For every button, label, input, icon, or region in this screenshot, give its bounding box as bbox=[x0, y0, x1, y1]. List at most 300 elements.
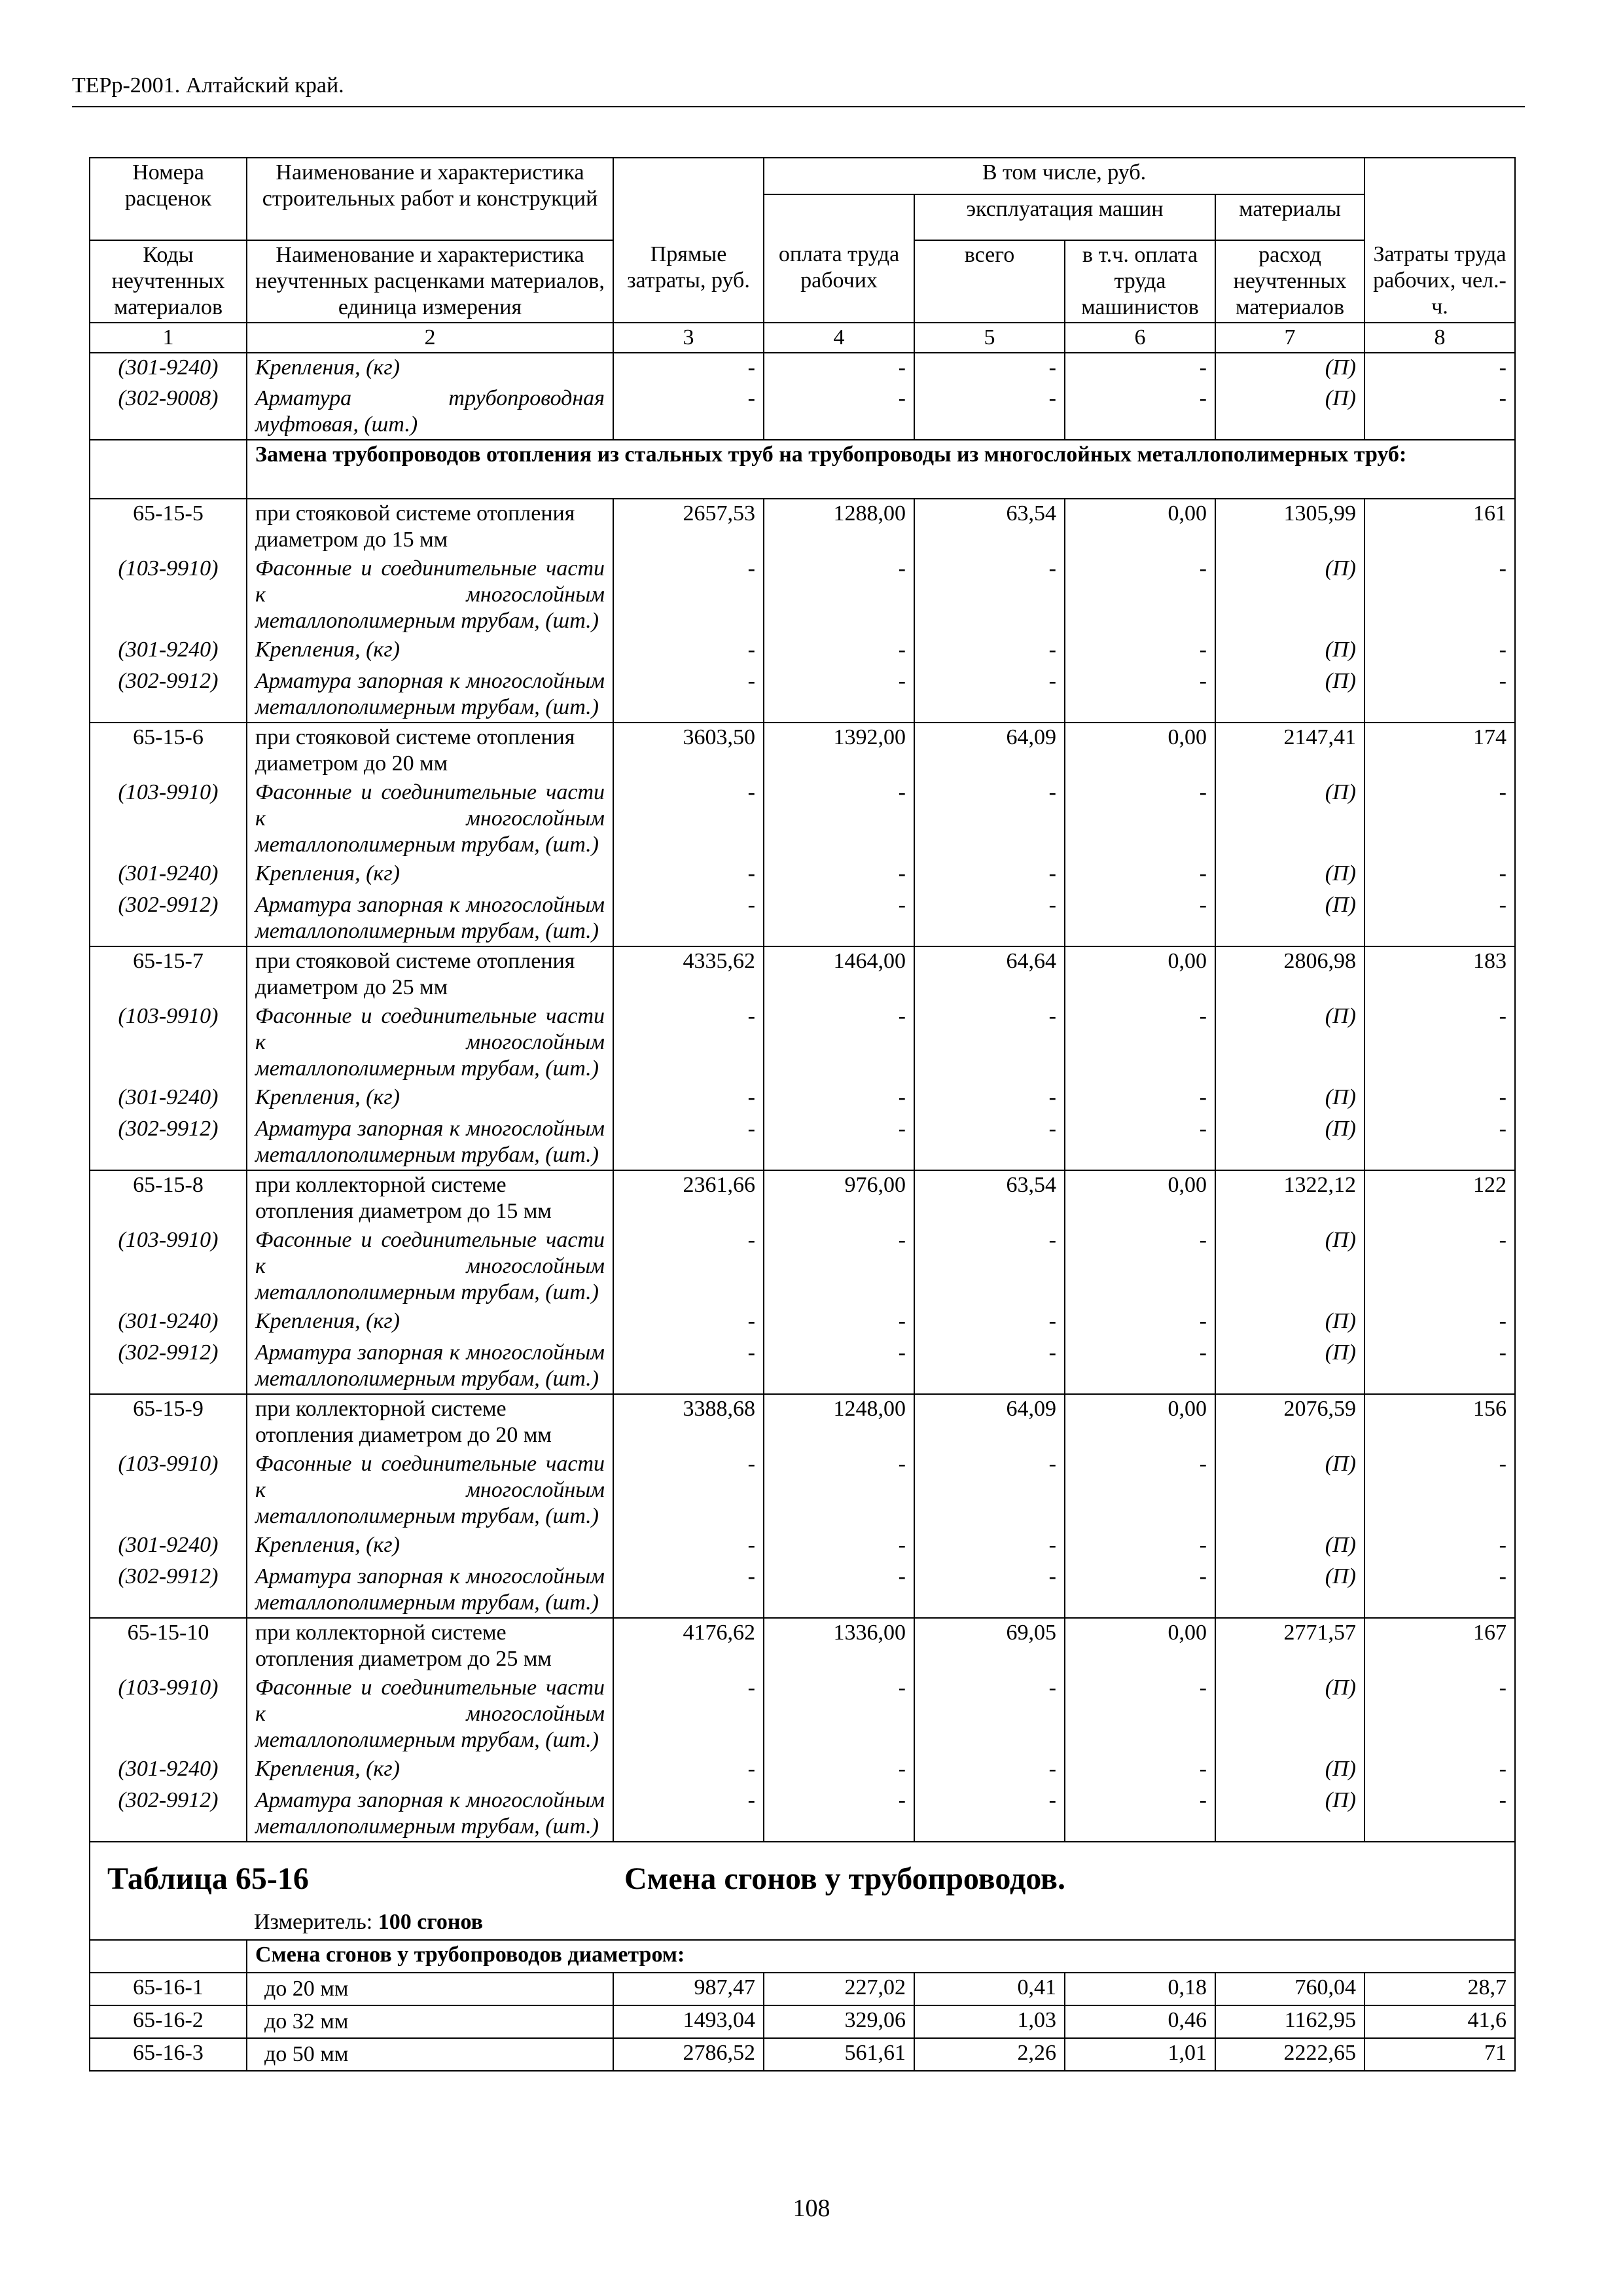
table16-title-block bbox=[90, 1842, 1515, 1940]
material-value: - bbox=[1065, 1531, 1215, 1562]
rate-code: 65-15-8 bbox=[90, 1170, 247, 1226]
material-value: - bbox=[1364, 1755, 1515, 1786]
material-code: (302-9912) bbox=[90, 1338, 247, 1394]
material-value: - bbox=[914, 1338, 1065, 1394]
material-row bbox=[90, 554, 1515, 636]
column-number: 6 bbox=[1065, 323, 1215, 353]
rate-value: 2222,65 bbox=[1215, 2038, 1364, 2071]
col-labor-pay: оплата труда рабочих bbox=[764, 240, 914, 323]
material-value: - bbox=[1065, 1002, 1215, 1083]
material-code: (301-9240) bbox=[90, 859, 247, 891]
rate-work-name: при стояковой системе отопления диаметром до 15 мм bbox=[247, 499, 613, 554]
material-value: - bbox=[1364, 667, 1515, 723]
col-direct-costs: Прямые затраты, руб. bbox=[613, 240, 764, 323]
material-row bbox=[90, 636, 1515, 667]
material-value: - bbox=[613, 1450, 764, 1531]
material-value: - bbox=[613, 1338, 764, 1394]
column-number: 5 bbox=[914, 323, 1065, 353]
material-code: (301-9240) bbox=[90, 353, 247, 384]
material-value: (П) bbox=[1215, 636, 1364, 667]
material-value: - bbox=[613, 554, 764, 636]
section-title: Замена трубопроводов отопления из стальных труб на трубопроводы из многослойных металлополимерных труб: bbox=[247, 440, 1515, 499]
material-value: - bbox=[914, 384, 1065, 440]
section-row bbox=[90, 440, 1515, 499]
material-value: - bbox=[613, 1674, 764, 1755]
material-name: Фасонные и соединительные части к многослойным металлополимерным трубам, (шт.) bbox=[247, 1002, 613, 1083]
running-header: ТЕРр-2001. Алтайский край. bbox=[72, 73, 344, 98]
rate-value: 2657,53 bbox=[613, 499, 764, 554]
material-value: - bbox=[1065, 859, 1215, 891]
column-number: 4 bbox=[764, 323, 914, 353]
material-value: (П) bbox=[1215, 353, 1364, 384]
material-value: - bbox=[1364, 1226, 1515, 1307]
material-value: - bbox=[1065, 667, 1215, 723]
material-value: - bbox=[1065, 1786, 1215, 1842]
material-value: - bbox=[613, 636, 764, 667]
rate-value: 64,09 bbox=[914, 723, 1065, 778]
material-row bbox=[90, 859, 1515, 891]
material-row bbox=[90, 1083, 1515, 1115]
col-direct-costs-top bbox=[613, 158, 764, 240]
rate-work-name: при стояковой системе отопления диаметром до 20 мм bbox=[247, 723, 613, 778]
material-value: - bbox=[613, 1786, 764, 1842]
rate-value: 0,00 bbox=[1065, 499, 1215, 554]
material-value: - bbox=[1065, 554, 1215, 636]
col-material-names: Наименование и характеристика неучтенных расценками материалов, единица измерения bbox=[247, 240, 613, 323]
material-row bbox=[90, 1674, 1515, 1755]
material-value: - bbox=[1364, 1002, 1515, 1083]
material-value: (П) bbox=[1215, 1562, 1364, 1618]
material-value: - bbox=[613, 353, 764, 384]
material-value: - bbox=[1364, 1083, 1515, 1115]
material-value: - bbox=[1065, 1674, 1215, 1755]
material-value: - bbox=[914, 1307, 1065, 1338]
material-row bbox=[90, 1755, 1515, 1786]
material-value: (П) bbox=[1215, 1786, 1364, 1842]
material-code: (301-9240) bbox=[90, 1307, 247, 1338]
material-value: - bbox=[914, 859, 1065, 891]
rate-code: 65-15-9 bbox=[90, 1394, 247, 1450]
rate-value: 2076,59 bbox=[1215, 1394, 1364, 1450]
material-value: - bbox=[1065, 353, 1215, 384]
rate-work-name: до 20 мм bbox=[247, 1973, 613, 2005]
rate-value: 0,00 bbox=[1065, 1394, 1215, 1450]
section-spacer bbox=[90, 1940, 247, 1973]
material-value: - bbox=[613, 778, 764, 859]
material-value: - bbox=[1065, 1338, 1215, 1394]
rate-value: 1288,00 bbox=[764, 499, 914, 554]
rate-work-name: при коллекторной системе отопления диаметром до 20 мм bbox=[247, 1394, 613, 1450]
material-name: Арматура трубопроводная муфтовая, (шт.) bbox=[247, 384, 613, 440]
material-name: Арматура запорная к многослойным металлополимерным трубам, (шт.) bbox=[247, 891, 613, 946]
rate-value: 1248,00 bbox=[764, 1394, 914, 1450]
col-labor-pay-top bbox=[764, 194, 914, 240]
rate-value: 63,54 bbox=[914, 499, 1065, 554]
table16-caption: Смена сгонов у трубопроводов. bbox=[624, 1861, 1065, 1896]
material-row bbox=[90, 1002, 1515, 1083]
material-value: - bbox=[1065, 1226, 1215, 1307]
material-value: (П) bbox=[1215, 1307, 1364, 1338]
material-value: - bbox=[613, 1307, 764, 1338]
rate-row bbox=[90, 499, 1515, 554]
rate-row bbox=[90, 1394, 1515, 1450]
material-value: - bbox=[613, 384, 764, 440]
material-value: - bbox=[1364, 353, 1515, 384]
material-value: - bbox=[764, 1450, 914, 1531]
material-value: - bbox=[613, 1226, 764, 1307]
rate-value: 1493,04 bbox=[613, 2005, 764, 2038]
rate-value: 183 bbox=[1364, 946, 1515, 1002]
material-value: - bbox=[914, 667, 1065, 723]
rate-value: 3388,68 bbox=[613, 1394, 764, 1450]
material-value: - bbox=[1364, 778, 1515, 859]
material-value: (П) bbox=[1215, 1674, 1364, 1755]
rate-code: 65-16-3 bbox=[90, 2038, 247, 2071]
material-value: - bbox=[1364, 891, 1515, 946]
rate-value: 0,46 bbox=[1065, 2005, 1215, 2038]
col-labor-hours: Затраты труда рабочих, чел.-ч. bbox=[1364, 240, 1515, 323]
section-row bbox=[90, 1940, 1515, 1973]
material-value: - bbox=[1065, 1307, 1215, 1338]
measure-value: 100 сгонов bbox=[378, 1910, 483, 1934]
table16-title: Таблица 65-16 bbox=[107, 1861, 309, 1896]
rate-value: 1336,00 bbox=[764, 1618, 914, 1674]
rate-value: 41,6 bbox=[1364, 2005, 1515, 2038]
material-value: - bbox=[613, 859, 764, 891]
rate-value: 69,05 bbox=[914, 1618, 1065, 1674]
col-labor-top bbox=[1364, 158, 1515, 240]
material-code: (103-9910) bbox=[90, 1674, 247, 1755]
material-code: (103-9910) bbox=[90, 778, 247, 859]
material-value: - bbox=[1364, 1338, 1515, 1394]
header-rule bbox=[72, 106, 1525, 107]
material-value: - bbox=[1065, 636, 1215, 667]
material-value: - bbox=[914, 1002, 1065, 1083]
column-number: 2 bbox=[247, 323, 613, 353]
material-value: - bbox=[1065, 384, 1215, 440]
column-number: 7 bbox=[1215, 323, 1364, 353]
page-number: 108 bbox=[793, 2195, 830, 2222]
material-code: (302-9912) bbox=[90, 667, 247, 723]
rate-value: 2147,41 bbox=[1215, 723, 1364, 778]
material-value: - bbox=[1065, 1083, 1215, 1115]
material-name: Крепления, (кг) bbox=[247, 1755, 613, 1786]
material-code: (302-9008) bbox=[90, 384, 247, 440]
rate-work-name: при стояковой системе отопления диаметром до 25 мм bbox=[247, 946, 613, 1002]
material-name: Крепления, (кг) bbox=[247, 1531, 613, 1562]
rate-value: 0,00 bbox=[1065, 723, 1215, 778]
table-row bbox=[90, 1973, 1515, 2005]
material-value: (П) bbox=[1215, 1531, 1364, 1562]
material-value: - bbox=[914, 1786, 1065, 1842]
material-code: (302-9912) bbox=[90, 891, 247, 946]
material-name: Фасонные и соединительные части к многослойным металлополимерным трубам, (шт.) bbox=[247, 1226, 613, 1307]
rate-value: 2786,52 bbox=[613, 2038, 764, 2071]
material-code: (103-9910) bbox=[90, 1002, 247, 1083]
material-code: (103-9910) bbox=[90, 554, 247, 636]
material-value: - bbox=[764, 1115, 914, 1170]
rate-value: 0,00 bbox=[1065, 946, 1215, 1002]
column-number: 8 bbox=[1364, 323, 1515, 353]
rate-value: 0,00 bbox=[1065, 1170, 1215, 1226]
material-value: - bbox=[764, 1307, 914, 1338]
col-work-name: Наименование и характеристика строительных работ и конструкций bbox=[247, 158, 613, 240]
col-materials: материалы bbox=[1215, 194, 1364, 240]
rate-value: 64,09 bbox=[914, 1394, 1065, 1450]
material-value: - bbox=[764, 1786, 914, 1842]
material-value: - bbox=[764, 859, 914, 891]
rates-table bbox=[89, 157, 1516, 2072]
rate-value: 1,01 bbox=[1065, 2038, 1215, 2071]
col-machines: эксплуатация машин bbox=[914, 194, 1215, 240]
material-value: - bbox=[613, 1531, 764, 1562]
table-row bbox=[90, 2005, 1515, 2038]
material-code: (301-9240) bbox=[90, 1083, 247, 1115]
rate-row bbox=[90, 946, 1515, 1002]
material-value: - bbox=[613, 1755, 764, 1786]
rate-value: 0,41 bbox=[914, 1973, 1065, 2005]
measure-label: Измеритель: bbox=[254, 1910, 373, 1934]
material-value: - bbox=[1364, 1531, 1515, 1562]
material-value: - bbox=[613, 1083, 764, 1115]
material-row bbox=[90, 667, 1515, 723]
rate-value: 2,26 bbox=[914, 2038, 1065, 2071]
material-row bbox=[90, 891, 1515, 946]
material-value: - bbox=[613, 891, 764, 946]
rate-value: 156 bbox=[1364, 1394, 1515, 1450]
rate-value: 561,61 bbox=[764, 2038, 914, 2071]
col-operators-pay: в т.ч. оплата труда машинистов bbox=[1065, 240, 1215, 323]
material-value: - bbox=[764, 1531, 914, 1562]
material-value: - bbox=[1364, 554, 1515, 636]
col-including: В том числе, руб. bbox=[764, 158, 1364, 194]
rate-code: 65-16-2 bbox=[90, 2005, 247, 2038]
material-value: - bbox=[914, 1531, 1065, 1562]
material-value: - bbox=[1364, 1674, 1515, 1755]
rate-value: 2361,66 bbox=[613, 1170, 764, 1226]
material-code: (103-9910) bbox=[90, 1226, 247, 1307]
material-value: (П) bbox=[1215, 1755, 1364, 1786]
material-value: (П) bbox=[1215, 1002, 1364, 1083]
material-value: - bbox=[764, 554, 914, 636]
material-value: - bbox=[764, 1562, 914, 1618]
rate-work-name: до 32 мм bbox=[247, 2005, 613, 2038]
column-numbers-row bbox=[90, 323, 1515, 353]
col-rate-numbers: Номера расценок bbox=[90, 158, 247, 240]
rate-value: 0,00 bbox=[1065, 1618, 1215, 1674]
rate-value: 63,54 bbox=[914, 1170, 1065, 1226]
material-name: Арматура запорная к многослойным металлополимерным трубам, (шт.) bbox=[247, 1338, 613, 1394]
material-value: - bbox=[914, 1562, 1065, 1618]
material-value: - bbox=[1065, 1450, 1215, 1531]
material-row bbox=[90, 384, 1515, 440]
material-value: - bbox=[914, 554, 1065, 636]
rate-row bbox=[90, 1618, 1515, 1674]
material-code: (301-9240) bbox=[90, 1755, 247, 1786]
material-row bbox=[90, 1450, 1515, 1531]
material-value: - bbox=[1364, 1786, 1515, 1842]
material-value: - bbox=[1065, 1115, 1215, 1170]
section-spacer bbox=[90, 440, 247, 499]
rate-value: 122 bbox=[1364, 1170, 1515, 1226]
rate-value: 2806,98 bbox=[1215, 946, 1364, 1002]
material-value: - bbox=[914, 891, 1065, 946]
rate-value: 976,00 bbox=[764, 1170, 914, 1226]
material-name: Крепления, (кг) bbox=[247, 1307, 613, 1338]
rate-value: 174 bbox=[1364, 723, 1515, 778]
material-name: Арматура запорная к многослойным металлополимерным трубам, (шт.) bbox=[247, 1562, 613, 1618]
material-row bbox=[90, 353, 1515, 384]
rate-value: 64,64 bbox=[914, 946, 1065, 1002]
material-value: (П) bbox=[1215, 1083, 1364, 1115]
material-value: - bbox=[914, 1226, 1065, 1307]
rate-code: 65-15-10 bbox=[90, 1618, 247, 1674]
material-value: - bbox=[764, 384, 914, 440]
material-name: Крепления, (кг) bbox=[247, 636, 613, 667]
rate-value: 987,47 bbox=[613, 1973, 764, 2005]
material-value: - bbox=[914, 636, 1065, 667]
rate-code: 65-16-1 bbox=[90, 1973, 247, 2005]
material-value: - bbox=[914, 1115, 1065, 1170]
rate-value: 4335,62 bbox=[613, 946, 764, 1002]
material-value: - bbox=[914, 353, 1065, 384]
material-name: Фасонные и соединительные части к многослойным металлополимерным трубам, (шт.) bbox=[247, 1674, 613, 1755]
material-name: Фасонные и соединительные части к многослойным металлополимерным трубам, (шт.) bbox=[247, 778, 613, 859]
material-value: - bbox=[914, 1450, 1065, 1531]
rate-value: 71 bbox=[1364, 2038, 1515, 2071]
rate-value: 1162,95 bbox=[1215, 2005, 1364, 2038]
material-value: (П) bbox=[1215, 554, 1364, 636]
table-row bbox=[90, 2038, 1515, 2071]
rate-value: 28,7 bbox=[1364, 1973, 1515, 2005]
rate-value: 2771,57 bbox=[1215, 1618, 1364, 1674]
rate-value: 3603,50 bbox=[613, 723, 764, 778]
rate-row bbox=[90, 1170, 1515, 1226]
rate-work-name: при коллекторной системе отопления диаметром до 25 мм bbox=[247, 1618, 613, 1674]
material-value: - bbox=[764, 353, 914, 384]
rate-work-name: до 50 мм bbox=[247, 2038, 613, 2071]
col-unaccounted: расход неучтенных материалов bbox=[1215, 240, 1364, 323]
material-value: (П) bbox=[1215, 1115, 1364, 1170]
material-row bbox=[90, 778, 1515, 859]
material-value: - bbox=[1364, 384, 1515, 440]
material-value: - bbox=[764, 667, 914, 723]
material-value: - bbox=[613, 667, 764, 723]
rate-row bbox=[90, 723, 1515, 778]
material-value: - bbox=[764, 1226, 914, 1307]
material-value: - bbox=[1364, 1307, 1515, 1338]
material-value: - bbox=[764, 1083, 914, 1115]
material-value: - bbox=[764, 1338, 914, 1394]
material-value: (П) bbox=[1215, 667, 1364, 723]
material-code: (302-9912) bbox=[90, 1562, 247, 1618]
rate-value: 161 bbox=[1364, 499, 1515, 554]
rate-value: 167 bbox=[1364, 1618, 1515, 1674]
col-codes: Коды неучтенных материалов bbox=[90, 240, 247, 323]
material-value: - bbox=[914, 1755, 1065, 1786]
material-value: - bbox=[1065, 778, 1215, 859]
material-row bbox=[90, 1338, 1515, 1394]
material-value: - bbox=[1364, 1562, 1515, 1618]
material-value: - bbox=[914, 1083, 1065, 1115]
material-value: (П) bbox=[1215, 1226, 1364, 1307]
material-row bbox=[90, 1562, 1515, 1618]
material-value: (П) bbox=[1215, 859, 1364, 891]
material-value: (П) bbox=[1215, 891, 1364, 946]
material-value: - bbox=[613, 1115, 764, 1170]
rate-value: 1,03 bbox=[914, 2005, 1065, 2038]
material-value: (П) bbox=[1215, 1338, 1364, 1394]
rate-code: 65-15-7 bbox=[90, 946, 247, 1002]
material-value: (П) bbox=[1215, 778, 1364, 859]
material-value: - bbox=[1364, 1115, 1515, 1170]
material-value: - bbox=[914, 1674, 1065, 1755]
material-name: Арматура запорная к многослойным металлополимерным трубам, (шт.) bbox=[247, 667, 613, 723]
material-code: (302-9912) bbox=[90, 1115, 247, 1170]
material-row bbox=[90, 1531, 1515, 1562]
rate-value: 1305,99 bbox=[1215, 499, 1364, 554]
material-value: - bbox=[764, 778, 914, 859]
material-row bbox=[90, 1307, 1515, 1338]
material-code: (301-9240) bbox=[90, 1531, 247, 1562]
rate-value: 329,06 bbox=[764, 2005, 914, 2038]
material-value: - bbox=[914, 778, 1065, 859]
rate-value: 1464,00 bbox=[764, 946, 914, 1002]
material-name: Арматура запорная к многослойным металлополимерным трубам, (шт.) bbox=[247, 1115, 613, 1170]
material-code: (302-9912) bbox=[90, 1786, 247, 1842]
rate-work-name: при коллекторной системе отопления диаметром до 15 мм bbox=[247, 1170, 613, 1226]
column-number: 1 bbox=[90, 323, 247, 353]
material-name: Крепления, (кг) bbox=[247, 859, 613, 891]
material-value: (П) bbox=[1215, 1450, 1364, 1531]
material-value: - bbox=[1364, 1450, 1515, 1531]
material-value: - bbox=[764, 1755, 914, 1786]
rate-code: 65-15-6 bbox=[90, 723, 247, 778]
material-name: Арматура запорная к многослойным металлополимерным трубам, (шт.) bbox=[247, 1786, 613, 1842]
col-total: всего bbox=[914, 240, 1065, 323]
material-value: - bbox=[764, 1002, 914, 1083]
material-name: Фасонные и соединительные части к многослойным металлополимерным трубам, (шт.) bbox=[247, 554, 613, 636]
rate-value: 0,18 bbox=[1065, 1973, 1215, 2005]
material-value: - bbox=[613, 1002, 764, 1083]
rate-value: 760,04 bbox=[1215, 1973, 1364, 2005]
rate-value: 227,02 bbox=[764, 1973, 914, 2005]
material-row bbox=[90, 1226, 1515, 1307]
rate-code: 65-15-5 bbox=[90, 499, 247, 554]
material-value: - bbox=[613, 1562, 764, 1618]
material-code: (103-9910) bbox=[90, 1450, 247, 1531]
column-number: 3 bbox=[613, 323, 764, 353]
material-value: - bbox=[1065, 1562, 1215, 1618]
table16-title-row bbox=[90, 1842, 1515, 1940]
material-value: - bbox=[764, 1674, 914, 1755]
material-value: - bbox=[1065, 891, 1215, 946]
material-value: - bbox=[764, 891, 914, 946]
material-name: Фасонные и соединительные части к многослойным металлополимерным трубам, (шт.) bbox=[247, 1450, 613, 1531]
material-name: Крепления, (кг) bbox=[247, 353, 613, 384]
material-name: Крепления, (кг) bbox=[247, 1083, 613, 1115]
rate-value: 1392,00 bbox=[764, 723, 914, 778]
material-value: - bbox=[1065, 1755, 1215, 1786]
material-value: (П) bbox=[1215, 384, 1364, 440]
table16-measure bbox=[254, 1909, 483, 1935]
material-value: - bbox=[1364, 636, 1515, 667]
rate-value: 1322,12 bbox=[1215, 1170, 1364, 1226]
material-code: (301-9240) bbox=[90, 636, 247, 667]
table16-section-title: Смена сгонов у трубопроводов диаметром: bbox=[247, 1940, 1515, 1973]
material-row bbox=[90, 1786, 1515, 1842]
material-row bbox=[90, 1115, 1515, 1170]
